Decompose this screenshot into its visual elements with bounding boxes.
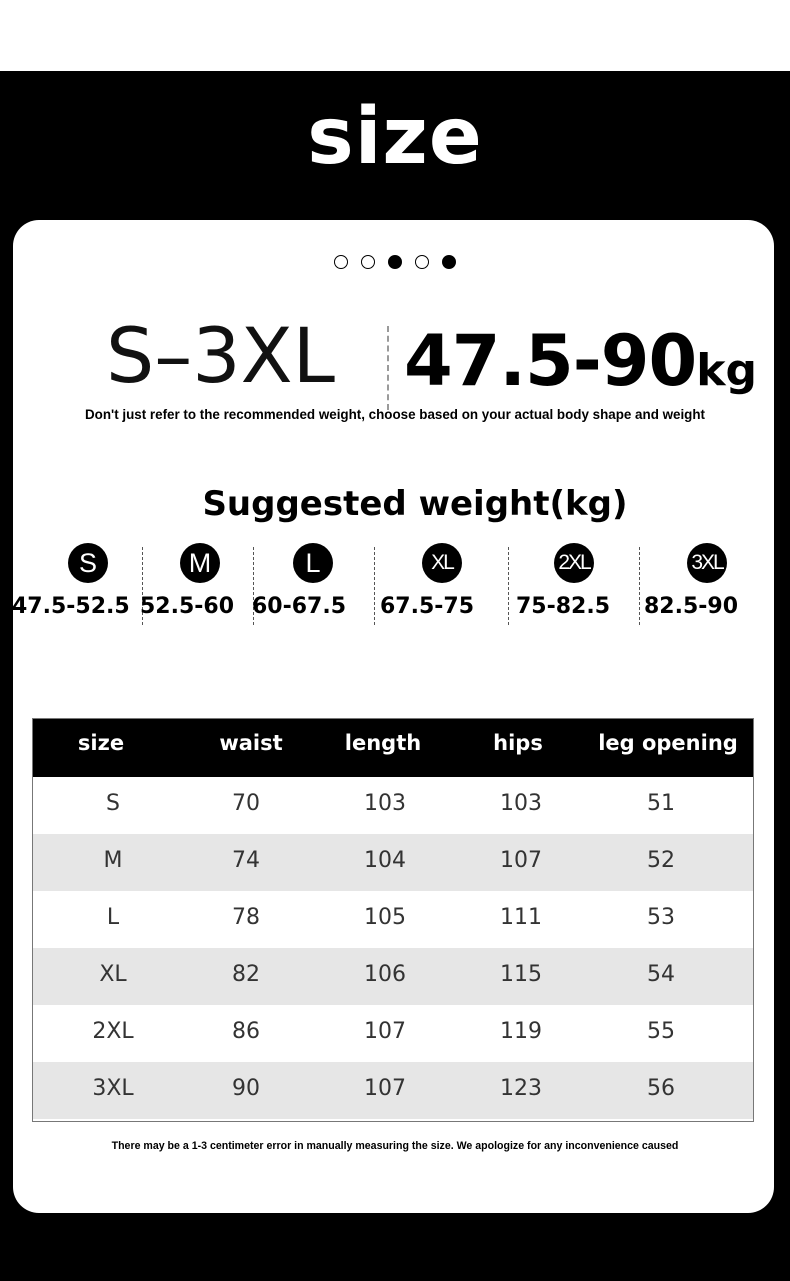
cell-leg-opening: 54 [647,962,675,987]
weight-range [404,320,757,412]
cell-hips: 123 [500,1076,542,1101]
column-header-length: length [344,731,422,755]
summary-divider [387,326,389,410]
table-row [33,891,753,948]
weight-unit: kg [696,345,757,396]
weight-range-value: 52.5-60 [140,594,235,619]
cell-hips: 107 [500,848,542,873]
weight-divider [508,547,509,625]
carousel-dot[interactable] [415,255,429,269]
weight-range-value: 47.5-90 [404,320,697,402]
cell-size: M [103,848,123,873]
carousel-dots [334,255,456,271]
carousel-dot-active[interactable] [442,255,456,269]
cell-waist: 82 [232,962,260,987]
cell-length: 107 [364,1019,406,1044]
table-row [33,948,753,1005]
cell-size: S [106,791,120,816]
cell-length: 105 [364,905,406,930]
column-header-size: size [77,731,125,755]
weight-range-value: 60-67.5 [252,594,347,619]
cell-hips: 111 [500,905,542,930]
table-row [33,777,753,834]
cell-size: 3XL [92,1076,134,1101]
weight-note: Don't just refer to the recommended weight, choose based on your actual body shape and weight [85,407,705,422]
suggested-item-3xl [644,543,754,623]
suggested-item-xl [380,543,500,623]
column-header-hips: hips [493,731,543,755]
cell-length: 104 [364,848,406,873]
weight-divider [374,547,375,625]
carousel-dot[interactable] [361,255,375,269]
cell-leg-opening: 51 [647,791,675,816]
size-badge: M [180,543,220,583]
cell-hips: 119 [500,1019,542,1044]
size-badge: L [293,543,333,583]
cell-waist: 78 [232,905,260,930]
size-badge: XL [422,543,462,583]
cell-leg-opening: 56 [647,1076,675,1101]
carousel-dot[interactable] [334,255,348,269]
cell-waist: 70 [232,791,260,816]
cell-size: L [106,905,120,930]
cell-leg-opening: 55 [647,1019,675,1044]
cell-leg-opening: 52 [647,848,675,873]
cell-hips: 115 [500,962,542,987]
cell-size: XL [99,962,127,987]
cell-length: 107 [364,1076,406,1101]
suggested-weight-title: Suggested weight(kg) [202,484,628,524]
cell-length: 103 [364,791,406,816]
table-header [33,719,753,777]
size-badge: 2XL [554,543,594,583]
size-table [32,718,754,1122]
size-badge: S [68,543,108,583]
cell-waist: 86 [232,1019,260,1044]
table-row [33,1062,753,1119]
weight-range-value: 67.5-75 [380,594,475,619]
weight-range-value: 47.5-52.5 [12,594,130,619]
column-header-waist: waist [219,731,283,755]
cell-size: 2XL [92,1019,134,1044]
cell-waist: 90 [232,1076,260,1101]
suggested-item-m [140,543,252,623]
cell-hips: 103 [500,791,542,816]
weight-divider [639,547,640,625]
table-row [33,834,753,891]
cell-waist: 74 [232,848,260,873]
suggested-item-2xl [516,543,626,623]
measurement-disclaimer: There may be a 1-3 centimeter error in manually measuring the size. We apologize for any inconvenience caused [111,1140,679,1152]
weight-range-value: 82.5-90 [644,594,739,619]
table-row [33,1005,753,1062]
cell-length: 106 [364,962,406,987]
suggested-item-s [12,543,134,623]
weight-range-value: 75-82.5 [516,594,611,619]
page-title: size [307,92,483,182]
size-badge: 3XL [687,543,727,583]
size-range: S–3XL [106,311,336,400]
column-header-leg-opening: leg opening [598,731,738,755]
suggested-item-l [252,543,364,623]
carousel-dot-active[interactable] [388,255,402,269]
cell-leg-opening: 53 [647,905,675,930]
